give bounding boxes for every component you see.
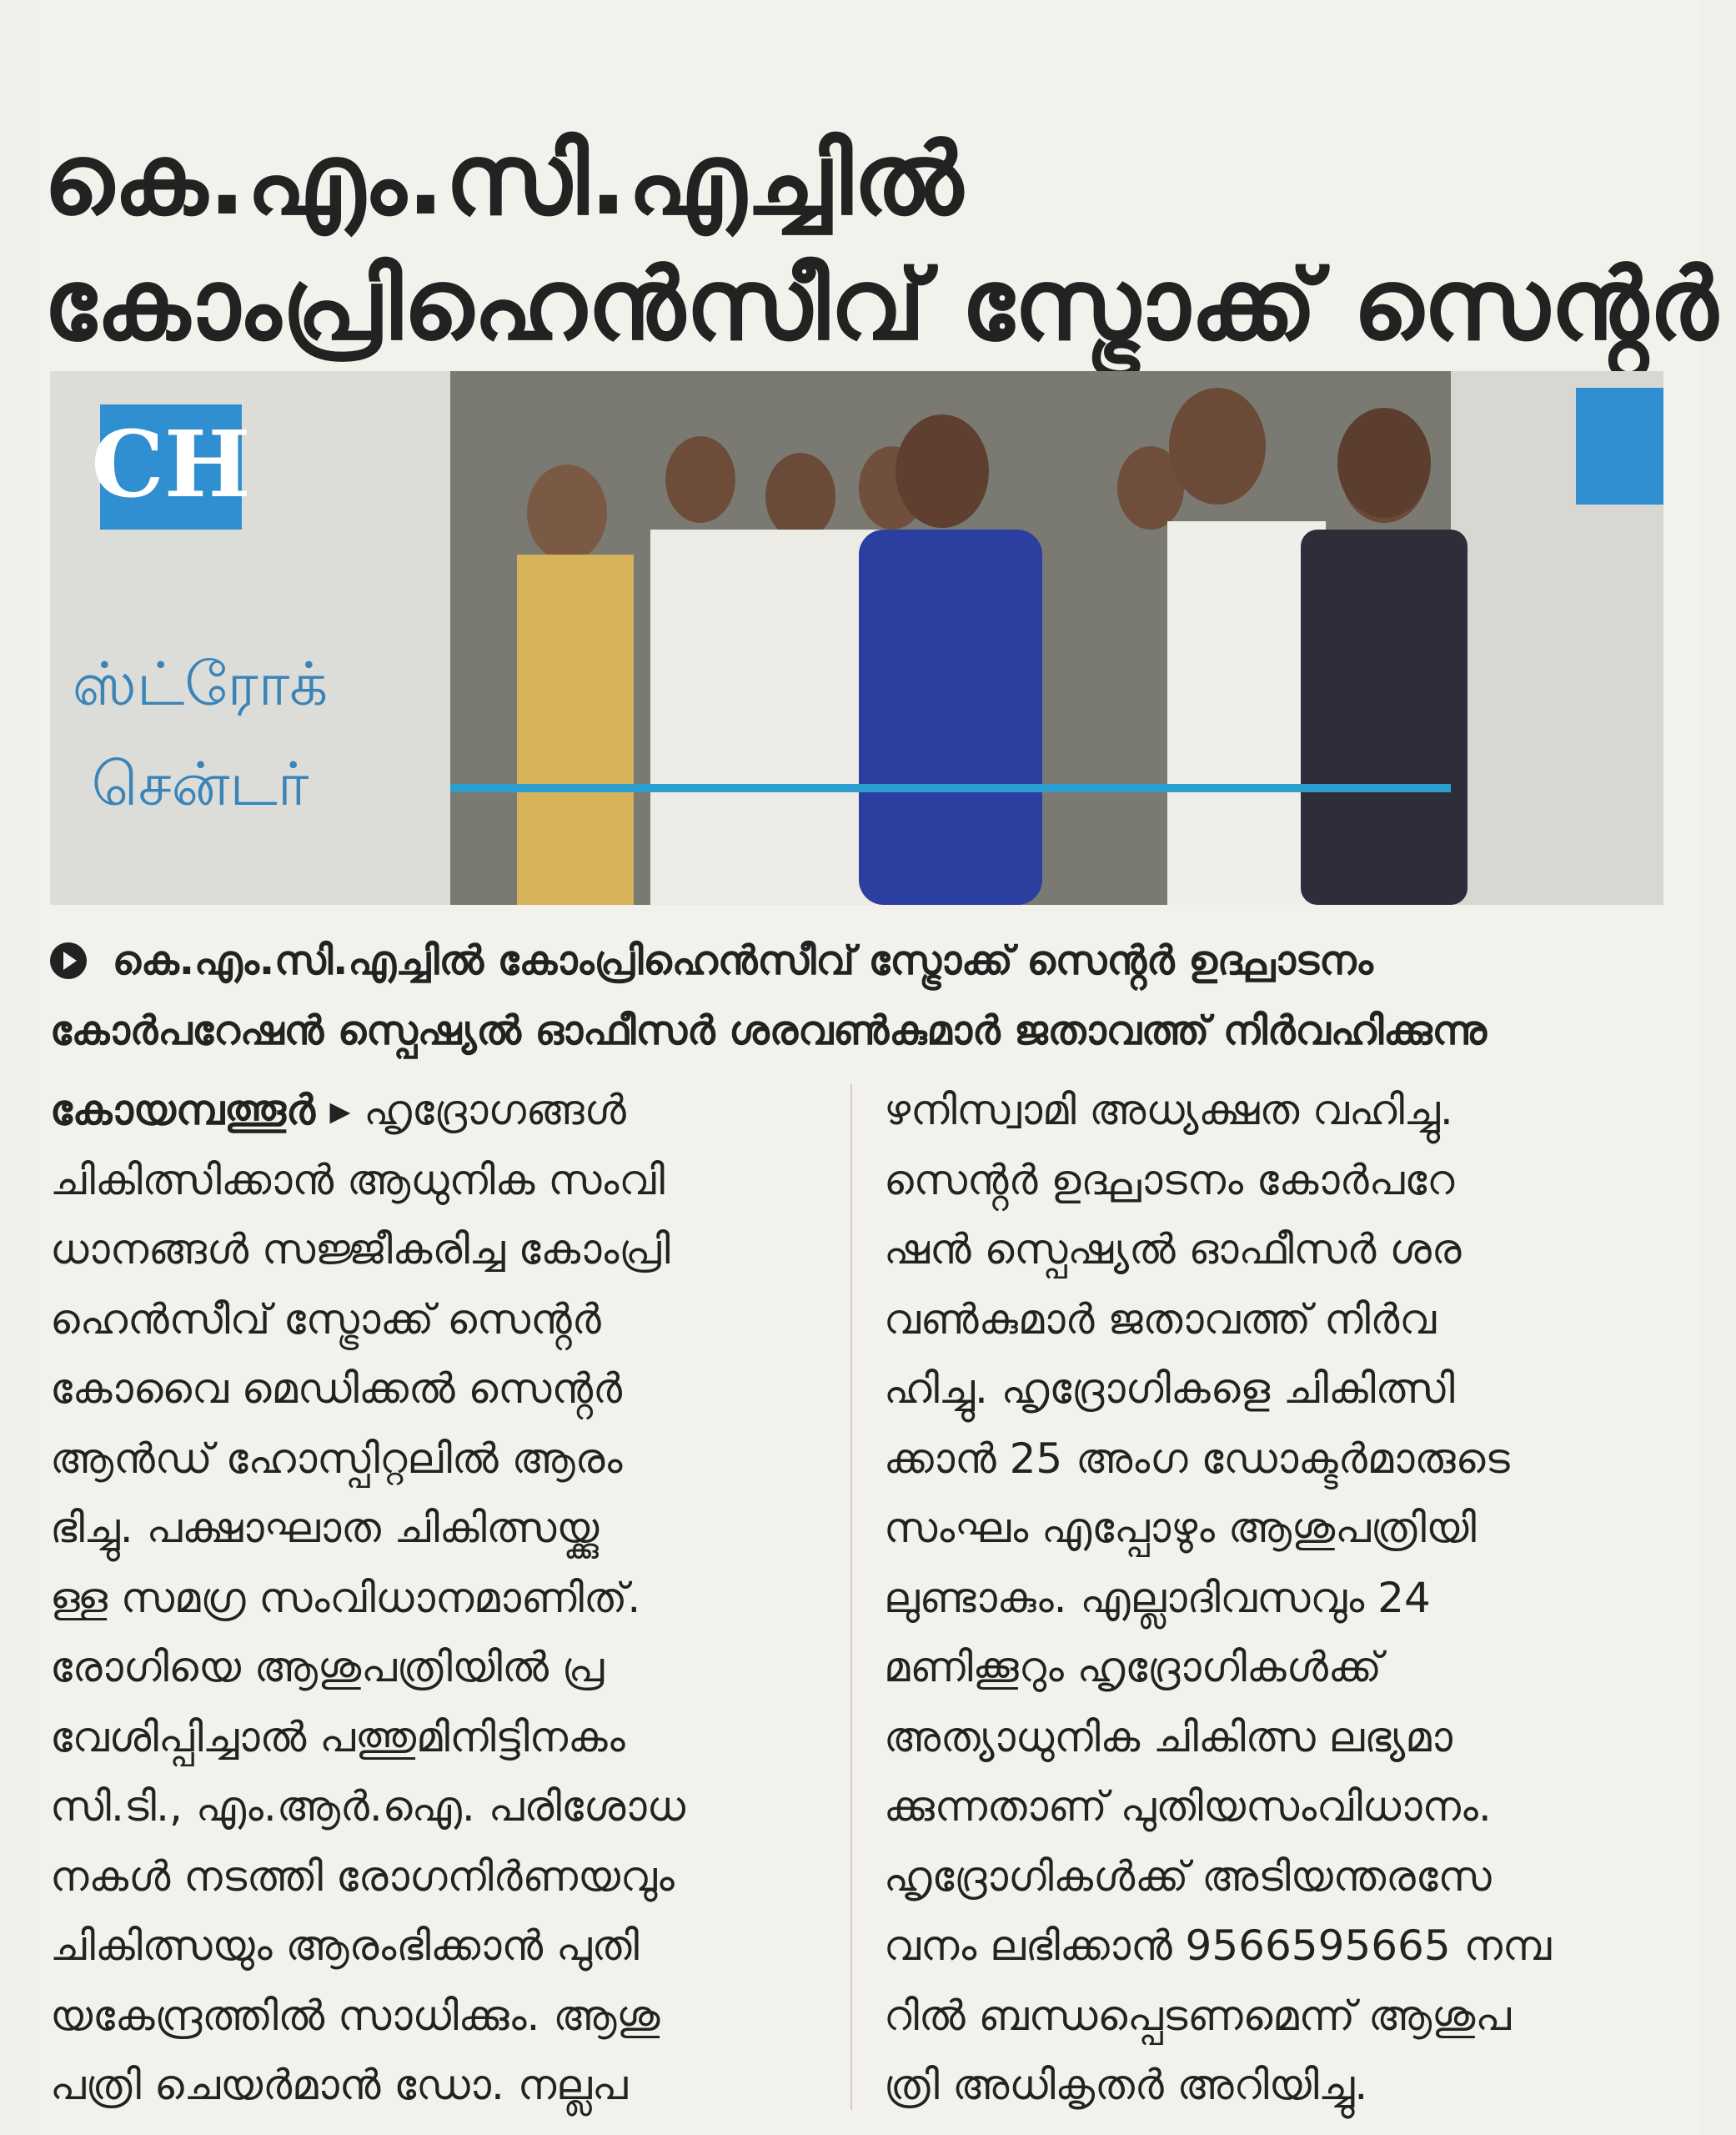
article-line: പത്രി ചെയർമാൻ ഡോ. നല്ലപ xyxy=(50,2061,628,2109)
article-line: ഷൻ സ്പെഷ്യൽ ഓഫീസർ ശര xyxy=(884,1225,1462,1273)
article-line: കോവൈ മെഡിക്കൽ സെൻ്റർ xyxy=(50,1364,623,1413)
article-line: ള്ള സമഗ്ര സംവിധാനമാണിത്. xyxy=(50,1573,641,1622)
article-line: സംഘം എപ്പോഴും ആശുപത്രിയി xyxy=(884,1504,1477,1552)
sign-text-line-2: சென்டர் xyxy=(91,749,309,819)
inauguration-photo xyxy=(50,371,1663,905)
sign-text-line-1: ஸ்ட்ரோக் xyxy=(72,649,329,719)
article-column-right xyxy=(884,1076,1659,2121)
article-line: യകേന്ദ്രത്തിൽ സാധിക്കും. ആശു xyxy=(50,1991,660,2040)
article-line: ഭിച്ചു. പക്ഷാഘാത ചികിത്സയ്ക്കു xyxy=(50,1504,600,1552)
article-line: ഹെൻസീവ് സ്ട്രോക്ക് സെൻ്റർ xyxy=(50,1294,601,1344)
headline-line-1: കെ.എം.സി.എച്ചിൽ xyxy=(43,122,964,237)
article-line: ലുണ്ടാകും. എല്ലാദിവസവും 24 xyxy=(884,1573,1431,1622)
article-line: ചികിത്സിക്കാൻ ആധുനിക സംവി xyxy=(50,1155,665,1204)
article-line: സി.ടി., എം.ആർ.ഐ. പരിശോധ xyxy=(50,1782,685,1831)
column-divider xyxy=(850,1084,852,2110)
article-line: ക്കുന്നതാണ് പുതിയസംവിധാനം. xyxy=(884,1782,1492,1831)
headline xyxy=(43,117,1718,367)
article-line: ഴനിസ്വാമി അധ്യക്ഷത വഹിച്ചു. xyxy=(884,1086,1453,1134)
man-suit-head xyxy=(1337,408,1431,518)
article-line: ആൻഡ് ഹോസ്പിറ്റലിൽ ആരം xyxy=(50,1434,623,1483)
article-line: ക്കാൻ 25 അംഗ ഡോക്ടർമാരുടെ xyxy=(884,1434,1510,1483)
caption-line-2: കോർപറേഷൻ സ്പെഷ്യൽ ഓഫീസർ ശരവൺകുമാർ ജതാവത്ത് നിർവഹിക്കുന്നു xyxy=(50,1007,1488,1054)
man-blue-shirt-head xyxy=(896,414,989,528)
article-line: രോഗിയെ ആശുപത്രിയിൽ പ്ര xyxy=(50,1643,605,1691)
article-line: ഹൃദ്രോഗങ്ങൾ xyxy=(364,1086,626,1134)
article-line: സെൻ്റർ ഉദ്ഘാടനം കോർപറേ xyxy=(884,1155,1455,1204)
article-first-line xyxy=(50,1076,825,1146)
logo-block-right xyxy=(1576,388,1663,505)
article-line: ഹൃദ്രോഗികൾക്ക് അടിയന്തരസേ xyxy=(884,1851,1492,1901)
article-line: വേശിപ്പിച്ചാൽ പത്തുമിനിട്ടിനകം xyxy=(50,1712,625,1761)
article-line: അത്യാധുനിക ചികിത്സ ലഭ്യമാ xyxy=(884,1712,1453,1761)
article-line: വൺകുമാർ ജതാവത്ത് നിർവ xyxy=(884,1294,1437,1344)
article-line: വനം ലഭിക്കാൻ 9566595665 നമ്പ xyxy=(884,1922,1552,1970)
photo-caption xyxy=(50,926,1663,1066)
article-line: ത്രി അധികൃതർ അറിയിച്ചു. xyxy=(884,2061,1368,2109)
article-line: റിൽ ബന്ധപ്പെടണമെന്ന് ആശുപ xyxy=(884,1991,1512,2040)
article-line: ഹിച്ചു. ഹൃദ്രോഗികളെ ചികിത്സി xyxy=(884,1364,1455,1413)
man-blue-shirt xyxy=(859,530,1042,905)
headline-line-2: കോംപ്രിഹെൻസീവ് സ്ട്രോക്ക് സെൻ്റർ xyxy=(43,247,1718,362)
news-photo xyxy=(50,371,1663,905)
article-line: ചികിത്സയും ആരംഭിക്കാൻ പുതി xyxy=(50,1922,640,1970)
play-icon xyxy=(50,942,87,979)
logo-text: CH xyxy=(91,410,251,518)
article-line: മണിക്കൂറും ഹൃദ്രോഗികൾക്ക് xyxy=(884,1643,1382,1691)
caption-line-1: കെ.എം.സി.എച്ചിൽ കോംപ്രിഹെൻസീവ് സ്ട്രോക്ക് സെൻ്റർ ഉദ്ഘാടനം xyxy=(112,937,1373,984)
article-column-left xyxy=(50,1076,825,2121)
article-line: ധാനങ്ങൾ സജ്ജീകരിച്ച കോംപ്രി xyxy=(50,1225,670,1273)
man-white-shirt-head xyxy=(1169,388,1266,505)
man-suit xyxy=(1301,530,1468,905)
article-line: നകൾ നടത്തി രോഗനിർണയവും xyxy=(50,1851,675,1901)
dateline: കോയമ്പത്തൂർ ▸ xyxy=(50,1086,351,1134)
